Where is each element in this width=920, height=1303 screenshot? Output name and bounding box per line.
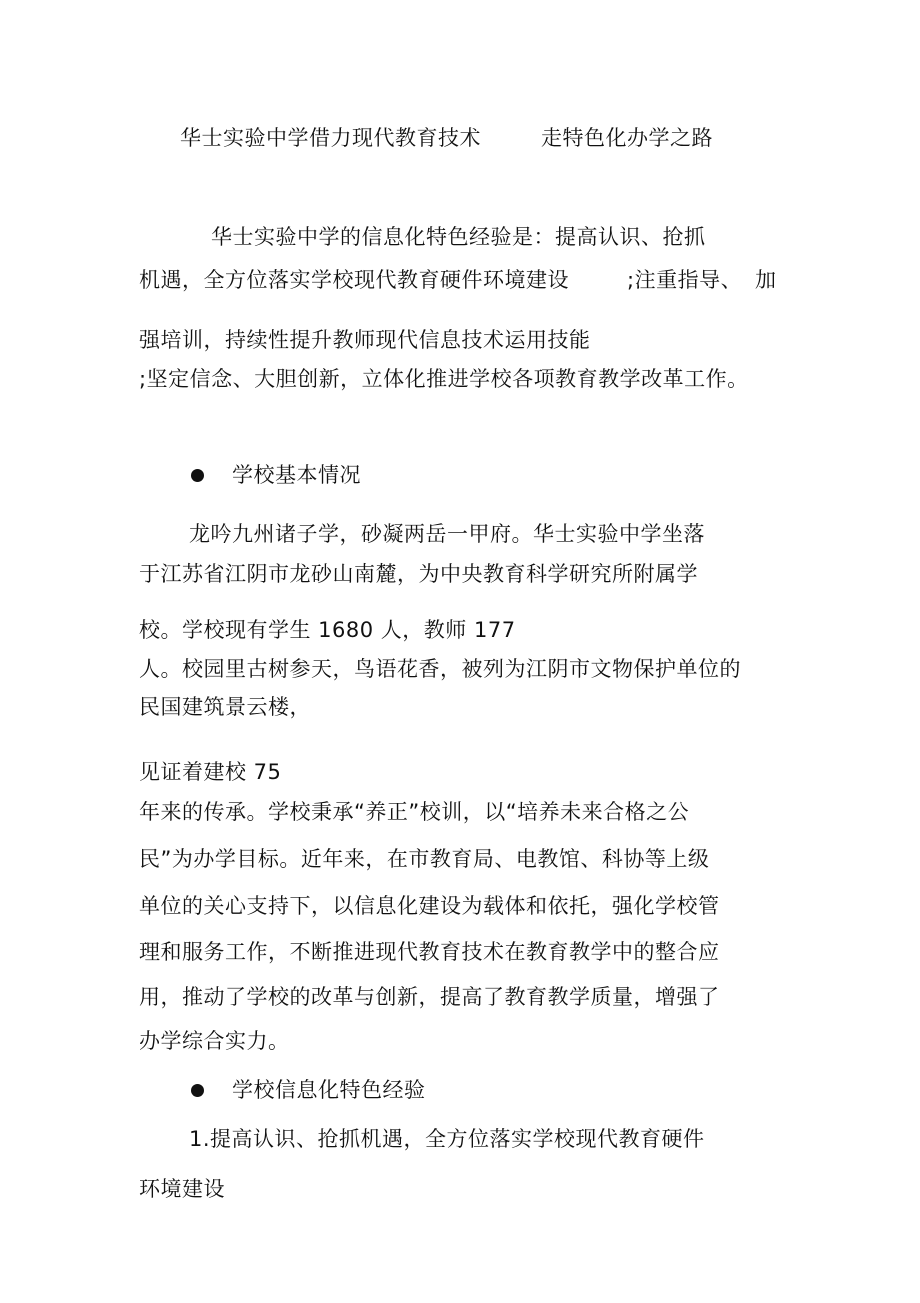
- section1-line: 民”为办学目标。近年来，在市教育局、电教馆、科协等上级: [139, 847, 710, 871]
- section-heading-it-experience: 学校信息化特色经验: [232, 1078, 426, 1102]
- section2-line: 环境建设: [139, 1177, 225, 1201]
- intro-line-2b: ;注重指导、: [627, 268, 743, 292]
- section1-line: 于江苏省江阴市龙砂山南麓，为中央教育科学研究所附属学: [139, 562, 698, 586]
- section-heading-basic-info: 学校基本情况: [232, 463, 361, 487]
- section1-line: 民国建筑景云楼，: [139, 695, 311, 719]
- intro-line-4: ;坚定信念、大胆创新，立体化推进学校各项教育教学改革工作。: [139, 367, 749, 391]
- section1-line: 校。学校现有学生 1680 人，教师 177: [139, 618, 516, 642]
- section1-line: 单位的关心支持下，以信息化建设为载体和依托，强化学校管: [139, 894, 720, 918]
- bullet-dot-icon: [191, 1084, 204, 1097]
- section1-line: 理和服务工作，不断推进现代教育技术在教育教学中的整合应: [139, 940, 720, 964]
- document-title-left: 华士实验中学借力现代教育技术: [180, 126, 481, 150]
- section1-line: 见证着建校 75: [139, 760, 282, 784]
- intro-line-1: 华士实验中学的信息化特色经验是：提高认识、抢抓: [211, 225, 706, 249]
- section2-line: 1.提高认识、抢抓机遇，全方位落实学校现代教育硬件: [189, 1127, 705, 1151]
- section1-line: 年来的传承。学校秉承“养正”校训，以“培养未来合格之公: [139, 800, 690, 824]
- section1-line: 办学综合实力。: [139, 1029, 290, 1053]
- intro-line-2a: 机遇，全方位落实学校现代教育硬件环境建设: [139, 268, 569, 292]
- bullet-dot-icon: [191, 469, 204, 482]
- section1-line: 用，推动了学校的改革与创新，提高了教育教学质量，增强了: [139, 985, 720, 1009]
- intro-line-2c: 加: [755, 268, 777, 292]
- section1-line: 龙吟九州诸子学，砂凝两岳一甲府。华士实验中学坐落: [189, 522, 705, 546]
- document-title-right: 走特色化办学之路: [541, 126, 713, 150]
- intro-line-3: 强培训，持续性提升教师现代信息技术运用技能: [139, 328, 591, 352]
- section1-line: 人。校园里古树参天，鸟语花香，被列为江阴市文物保护单位的: [139, 657, 741, 681]
